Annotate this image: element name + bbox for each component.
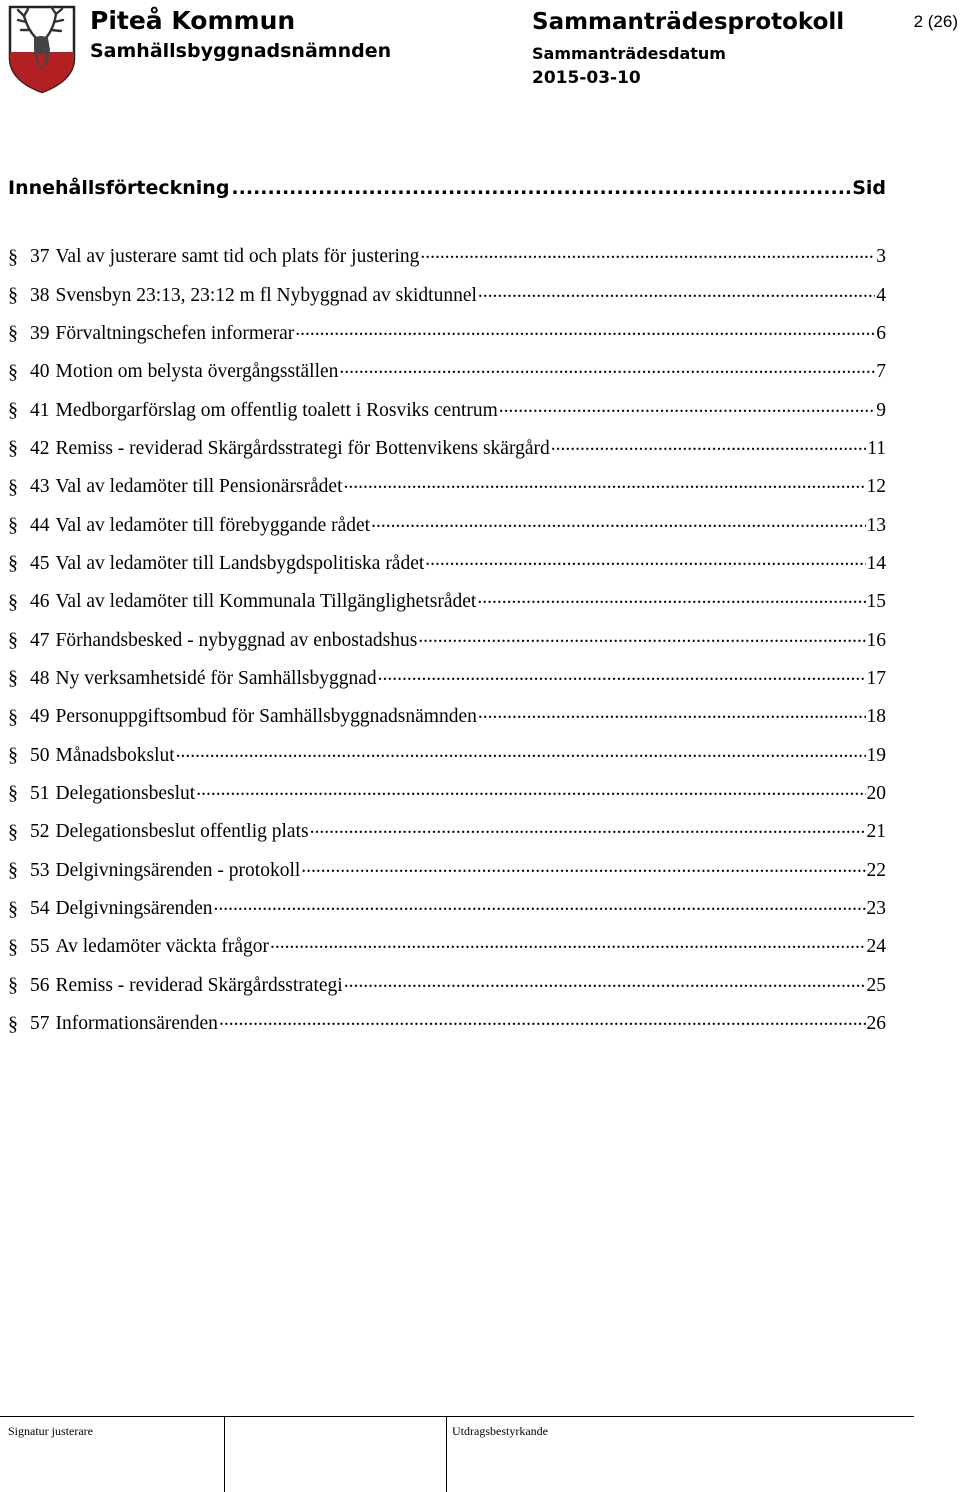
dot-leader xyxy=(301,856,865,878)
toc-entry[interactable] xyxy=(8,621,886,659)
toc-entry-page: 6 xyxy=(876,322,886,344)
dot-leader xyxy=(344,472,866,494)
toc-entry-number: 42 xyxy=(30,437,50,459)
toc-entry-title: Val av ledamöter till förebyggande rådet xyxy=(55,514,371,536)
extract-label: Utdragsbestyrkande xyxy=(452,1424,548,1438)
dot-leader xyxy=(478,702,866,724)
section-symbol: § xyxy=(8,437,18,460)
dot-leader xyxy=(196,779,865,801)
toc-entry[interactable] xyxy=(8,276,886,314)
section-symbol: § xyxy=(8,590,18,613)
dot-leader xyxy=(344,971,866,993)
toc-page-heading: Sid xyxy=(852,177,886,199)
toc-entry-title: Ny verksamhetsidé för Samhällsbyggnad xyxy=(55,667,377,689)
toc-heading-leader xyxy=(231,177,850,199)
toc-entry-page: 4 xyxy=(876,284,886,306)
toc-entry-title: Av ledamöter väckta frågor xyxy=(55,936,269,958)
section-symbol: § xyxy=(8,974,18,997)
toc-entry-page: 25 xyxy=(866,974,886,996)
toc-entry-title: Informationsärenden xyxy=(55,1013,218,1035)
toc-entry[interactable] xyxy=(8,506,886,544)
toc-entry-number: 55 xyxy=(30,936,50,958)
toc-entry-title: Val av ledamöter till Landsbygdspolitiska rådet xyxy=(55,552,425,574)
toc-entry-page: 16 xyxy=(866,629,886,651)
section-symbol: § xyxy=(8,935,18,958)
toc-entry-title: Val av ledamöter till Pensionärsrådet xyxy=(55,476,343,498)
dot-leader xyxy=(339,357,875,379)
toc-entry-title: Delegationsbeslut xyxy=(55,782,196,804)
toc-entry-number: 54 xyxy=(30,898,50,920)
section-symbol: § xyxy=(8,782,18,805)
toc-entry[interactable] xyxy=(8,468,886,506)
meeting-date-label: Sammanträdesdatum xyxy=(532,44,726,63)
toc-entry[interactable] xyxy=(8,890,886,928)
toc-entry-page: 23 xyxy=(866,898,886,920)
toc-entry-title: Val av ledamöter till Kommunala Tillgänglighetsrådet xyxy=(55,591,477,613)
toc-entry-title: Förvaltningschefen informerar xyxy=(55,322,295,344)
toc-entry-number: 37 xyxy=(30,246,50,268)
toc-entry-title: Förhandsbesked - nybyggnad av enbostadshus xyxy=(55,629,418,651)
dot-leader xyxy=(310,817,866,839)
toc-entry[interactable] xyxy=(8,1005,886,1043)
toc-entry-number: 49 xyxy=(30,706,50,728)
toc-entry[interactable] xyxy=(8,928,886,966)
toc-entry-page: 18 xyxy=(866,706,886,728)
toc-entry-title: Delegationsbeslut offentlig plats xyxy=(55,821,309,843)
toc-entry-number: 41 xyxy=(30,399,50,421)
toc-entry-number: 47 xyxy=(30,629,50,651)
toc-entry-number: 53 xyxy=(30,859,50,881)
section-symbol: § xyxy=(8,284,18,307)
toc-heading-row xyxy=(8,177,886,199)
toc-entry-title: Remiss - reviderad Skärgårdsstrategi för Bottenvikens skärgård xyxy=(55,437,550,459)
committee-name: Samhällsbyggnadsnämnden xyxy=(90,40,392,62)
toc-entry-page: 9 xyxy=(876,399,886,421)
section-symbol: § xyxy=(8,322,18,345)
toc-entry-number: 46 xyxy=(30,591,50,613)
signature-label: Signatur justerare xyxy=(8,1424,93,1438)
toc-entry-number: 52 xyxy=(30,821,50,843)
dot-leader xyxy=(371,511,865,533)
dot-leader xyxy=(378,664,866,686)
toc-entry-title: Månadsbokslut xyxy=(55,744,175,766)
toc-entry[interactable] xyxy=(8,430,886,468)
toc-entry[interactable] xyxy=(8,391,886,429)
meeting-date: 2015-03-10 xyxy=(532,68,641,88)
section-symbol: § xyxy=(8,399,18,422)
section-symbol: § xyxy=(8,1012,18,1035)
dot-leader xyxy=(425,549,865,571)
dot-leader xyxy=(295,319,875,341)
dot-leader xyxy=(478,281,875,303)
section-symbol: § xyxy=(8,475,18,498)
toc-entry-page: 17 xyxy=(866,667,886,689)
toc-entry[interactable] xyxy=(8,813,886,851)
section-symbol: § xyxy=(8,820,18,843)
toc-entry[interactable] xyxy=(8,353,886,391)
toc-entry-page: 21 xyxy=(866,821,886,843)
reindeer-crest-icon xyxy=(6,4,78,94)
toc-entry-number: 43 xyxy=(30,476,50,498)
section-symbol: § xyxy=(8,667,18,690)
toc-entry[interactable] xyxy=(8,660,886,698)
toc-entry[interactable] xyxy=(8,852,886,890)
toc-entry-title: Delgivningsärenden xyxy=(55,898,213,920)
section-symbol: § xyxy=(8,705,18,728)
toc-entry-page: 24 xyxy=(866,936,886,958)
toc-entry-page: 26 xyxy=(866,1013,886,1035)
section-symbol: § xyxy=(8,514,18,537)
toc-entry-title: Medborgarförslag om offentlig toalett i Rosviks centrum xyxy=(55,399,498,421)
toc-entry[interactable] xyxy=(8,736,886,774)
toc-entry-number: 38 xyxy=(30,284,50,306)
dot-leader xyxy=(477,587,865,609)
toc-entry-title: Delgivningsärenden - protokoll xyxy=(55,859,301,881)
toc-entry-number: 50 xyxy=(30,744,50,766)
toc-heading: Innehållsförteckning xyxy=(8,177,230,199)
section-symbol: § xyxy=(8,897,18,920)
toc-entry-number: 44 xyxy=(30,514,50,536)
section-symbol: § xyxy=(8,360,18,383)
dot-leader xyxy=(420,242,875,264)
toc-entry-page: 7 xyxy=(876,361,886,383)
toc-entry-page: 12 xyxy=(866,476,886,498)
toc-entry[interactable] xyxy=(8,238,886,276)
section-symbol: § xyxy=(8,245,18,268)
toc-entry[interactable] xyxy=(8,698,886,736)
toc-entry-page: 20 xyxy=(866,782,886,804)
toc-entry[interactable] xyxy=(8,545,886,583)
dot-leader xyxy=(176,741,866,763)
dot-leader xyxy=(418,626,865,648)
toc-entry-page: 13 xyxy=(866,514,886,536)
toc-entry-page: 22 xyxy=(866,859,886,881)
toc-entry-page: 3 xyxy=(876,246,886,268)
toc-entry-title: Motion om belysta övergångsställen xyxy=(55,361,339,383)
toc-entry-number: 39 xyxy=(30,322,50,344)
section-symbol: § xyxy=(8,552,18,575)
toc-entry-title: Svensbyn 23:13, 23:12 m fl Nybyggnad av skidtunnel xyxy=(55,284,477,306)
toc-entry-number: 51 xyxy=(30,782,50,804)
toc-entry-page: 15 xyxy=(866,591,886,613)
toc-entry[interactable] xyxy=(8,967,886,1005)
section-symbol: § xyxy=(8,629,18,652)
toc-entry[interactable] xyxy=(8,315,886,353)
toc-entry-number: 40 xyxy=(30,361,50,383)
section-symbol: § xyxy=(8,859,18,882)
toc-entry-number: 57 xyxy=(30,1013,50,1035)
section-symbol: § xyxy=(8,744,18,767)
extract-box-divider xyxy=(446,1416,447,1492)
toc-entry-number: 45 xyxy=(30,552,50,574)
toc-entry-number: 56 xyxy=(30,974,50,996)
dot-leader xyxy=(214,894,866,916)
dot-leader xyxy=(270,932,866,954)
toc-entry-title: Personuppgiftsombud för Samhällsbyggnadsnämnden xyxy=(55,706,477,728)
footer-divider xyxy=(0,1416,914,1417)
dot-leader xyxy=(219,1009,866,1031)
toc-entry-page: 11 xyxy=(867,437,886,459)
toc-entry-page: 19 xyxy=(866,744,886,766)
toc-entry-title: Val av justerare samt tid och plats för justering xyxy=(55,246,420,268)
dot-leader xyxy=(499,396,875,418)
toc-entry[interactable] xyxy=(8,775,886,813)
page-number: 2 (26) xyxy=(913,12,958,31)
toc-entry-title: Remiss - reviderad Skärgårdsstrategi xyxy=(55,974,343,996)
organization-name: Piteå Kommun xyxy=(90,6,296,35)
toc-entry[interactable] xyxy=(8,583,886,621)
dot-leader xyxy=(551,434,866,456)
toc-entry-number: 48 xyxy=(30,667,50,689)
document-type: Sammanträdesprotokoll xyxy=(532,9,845,35)
toc-entry-page: 14 xyxy=(866,552,886,574)
signature-box-divider xyxy=(224,1416,225,1492)
toc-list xyxy=(8,238,886,1043)
